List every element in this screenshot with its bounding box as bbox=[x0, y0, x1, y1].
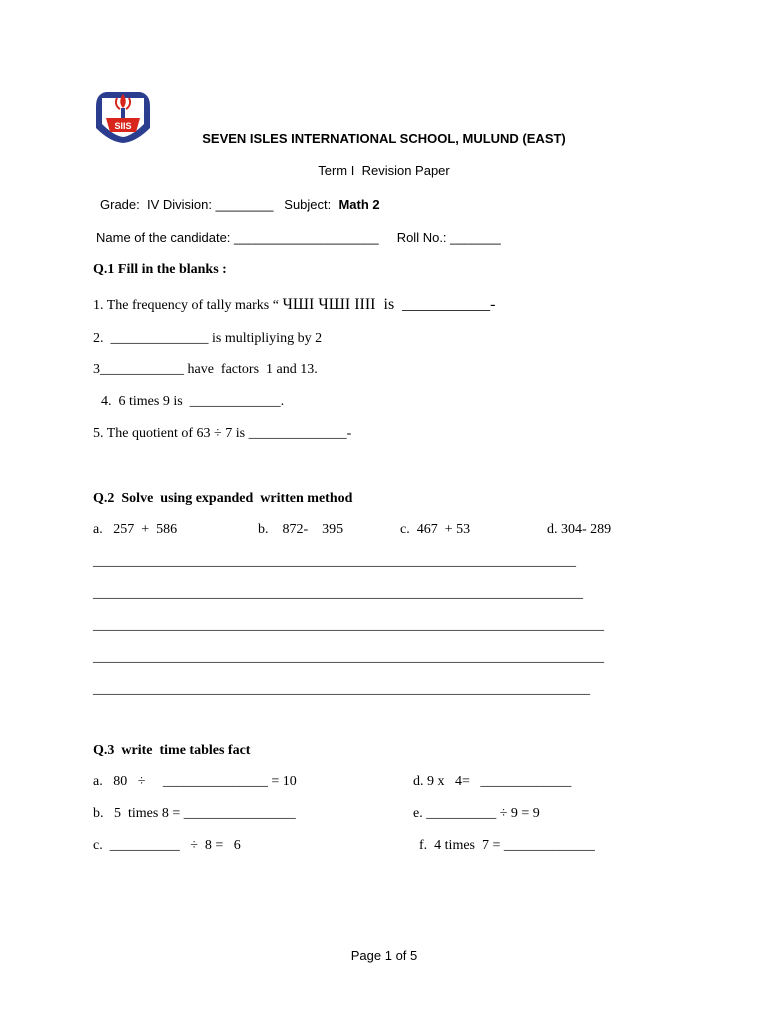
candidate-line: Name of the candidate: ____________________ Roll No.: _______ bbox=[96, 230, 501, 245]
q3-item-e: e. __________ ÷ 9 = 9 bbox=[413, 806, 540, 821]
q2-problem-c: c. 467 + 53 bbox=[400, 522, 471, 537]
q3-item-d: d. 9 x 4= _____________ bbox=[413, 774, 572, 789]
q3-item-c: c. __________ ÷ 8 = 6 bbox=[93, 838, 241, 853]
q1-item-1 bbox=[93, 296, 496, 314]
q1-item-1-prefix: 1. The frequency of tally marks “ bbox=[93, 298, 283, 313]
answer-line-4: _________________________________________________________________________ bbox=[93, 650, 604, 665]
q2-problem-b: b. 872- 395 bbox=[258, 522, 344, 537]
school-name: SEVEN ISLES INTERNATIONAL SCHOOL, MULUND (EAST) bbox=[202, 131, 566, 146]
answer-line-1: _____________________________________________________________________ bbox=[93, 554, 576, 569]
q3-title: Q.3 write time tables fact bbox=[93, 743, 251, 758]
page-current: 1 bbox=[384, 948, 392, 963]
q3-item-a: a. 80 ÷ _______________ = 10 bbox=[93, 774, 297, 789]
page-number bbox=[0, 948, 768, 963]
q2-problem-d: d. 304- 289 bbox=[547, 522, 612, 537]
q1-item-3: 3____________ have factors 1 and 13. bbox=[93, 362, 318, 377]
tally-marks: ЧШІ ЧШІ IIII bbox=[282, 296, 376, 313]
q1-item-4: 4. 6 times 9 is _____________. bbox=[101, 394, 285, 409]
grade-line bbox=[100, 197, 380, 212]
paper-title: Term I Revision Paper bbox=[318, 163, 450, 178]
q1-item-2: 2. ______________ is multipliying by 2 bbox=[93, 331, 323, 346]
q1-title: Q.1 Fill in the blanks : bbox=[93, 262, 227, 277]
page-label-prefix: Page bbox=[350, 948, 385, 963]
q3-item-b: b. 5 times 8 = ________________ bbox=[93, 806, 296, 821]
page-total: 5 bbox=[410, 948, 418, 963]
answer-line-3: _________________________________________________________________________ bbox=[93, 618, 604, 633]
q2-problem-a: a. 257 + 586 bbox=[93, 522, 178, 537]
page-label-mid: of bbox=[391, 948, 411, 963]
q1-item-5: 5. The quotient of 63 ÷ 7 is ______________- bbox=[93, 426, 352, 441]
q1-item-1-suffix: is ___________- bbox=[375, 296, 496, 313]
answer-line-5: _______________________________________________________________________ bbox=[93, 682, 590, 697]
subject-value: Math 2 bbox=[338, 197, 380, 212]
answer-line-2: ______________________________________________________________________ bbox=[93, 586, 583, 601]
q2-title: Q.2 Solve using expanded written method bbox=[93, 491, 353, 506]
logo-text: SIIS bbox=[114, 121, 132, 131]
grade-division-label: Grade: IV Division: ________ Subject: bbox=[100, 197, 339, 212]
q3-item-f: f. 4 times 7 = _____________ bbox=[419, 838, 595, 853]
